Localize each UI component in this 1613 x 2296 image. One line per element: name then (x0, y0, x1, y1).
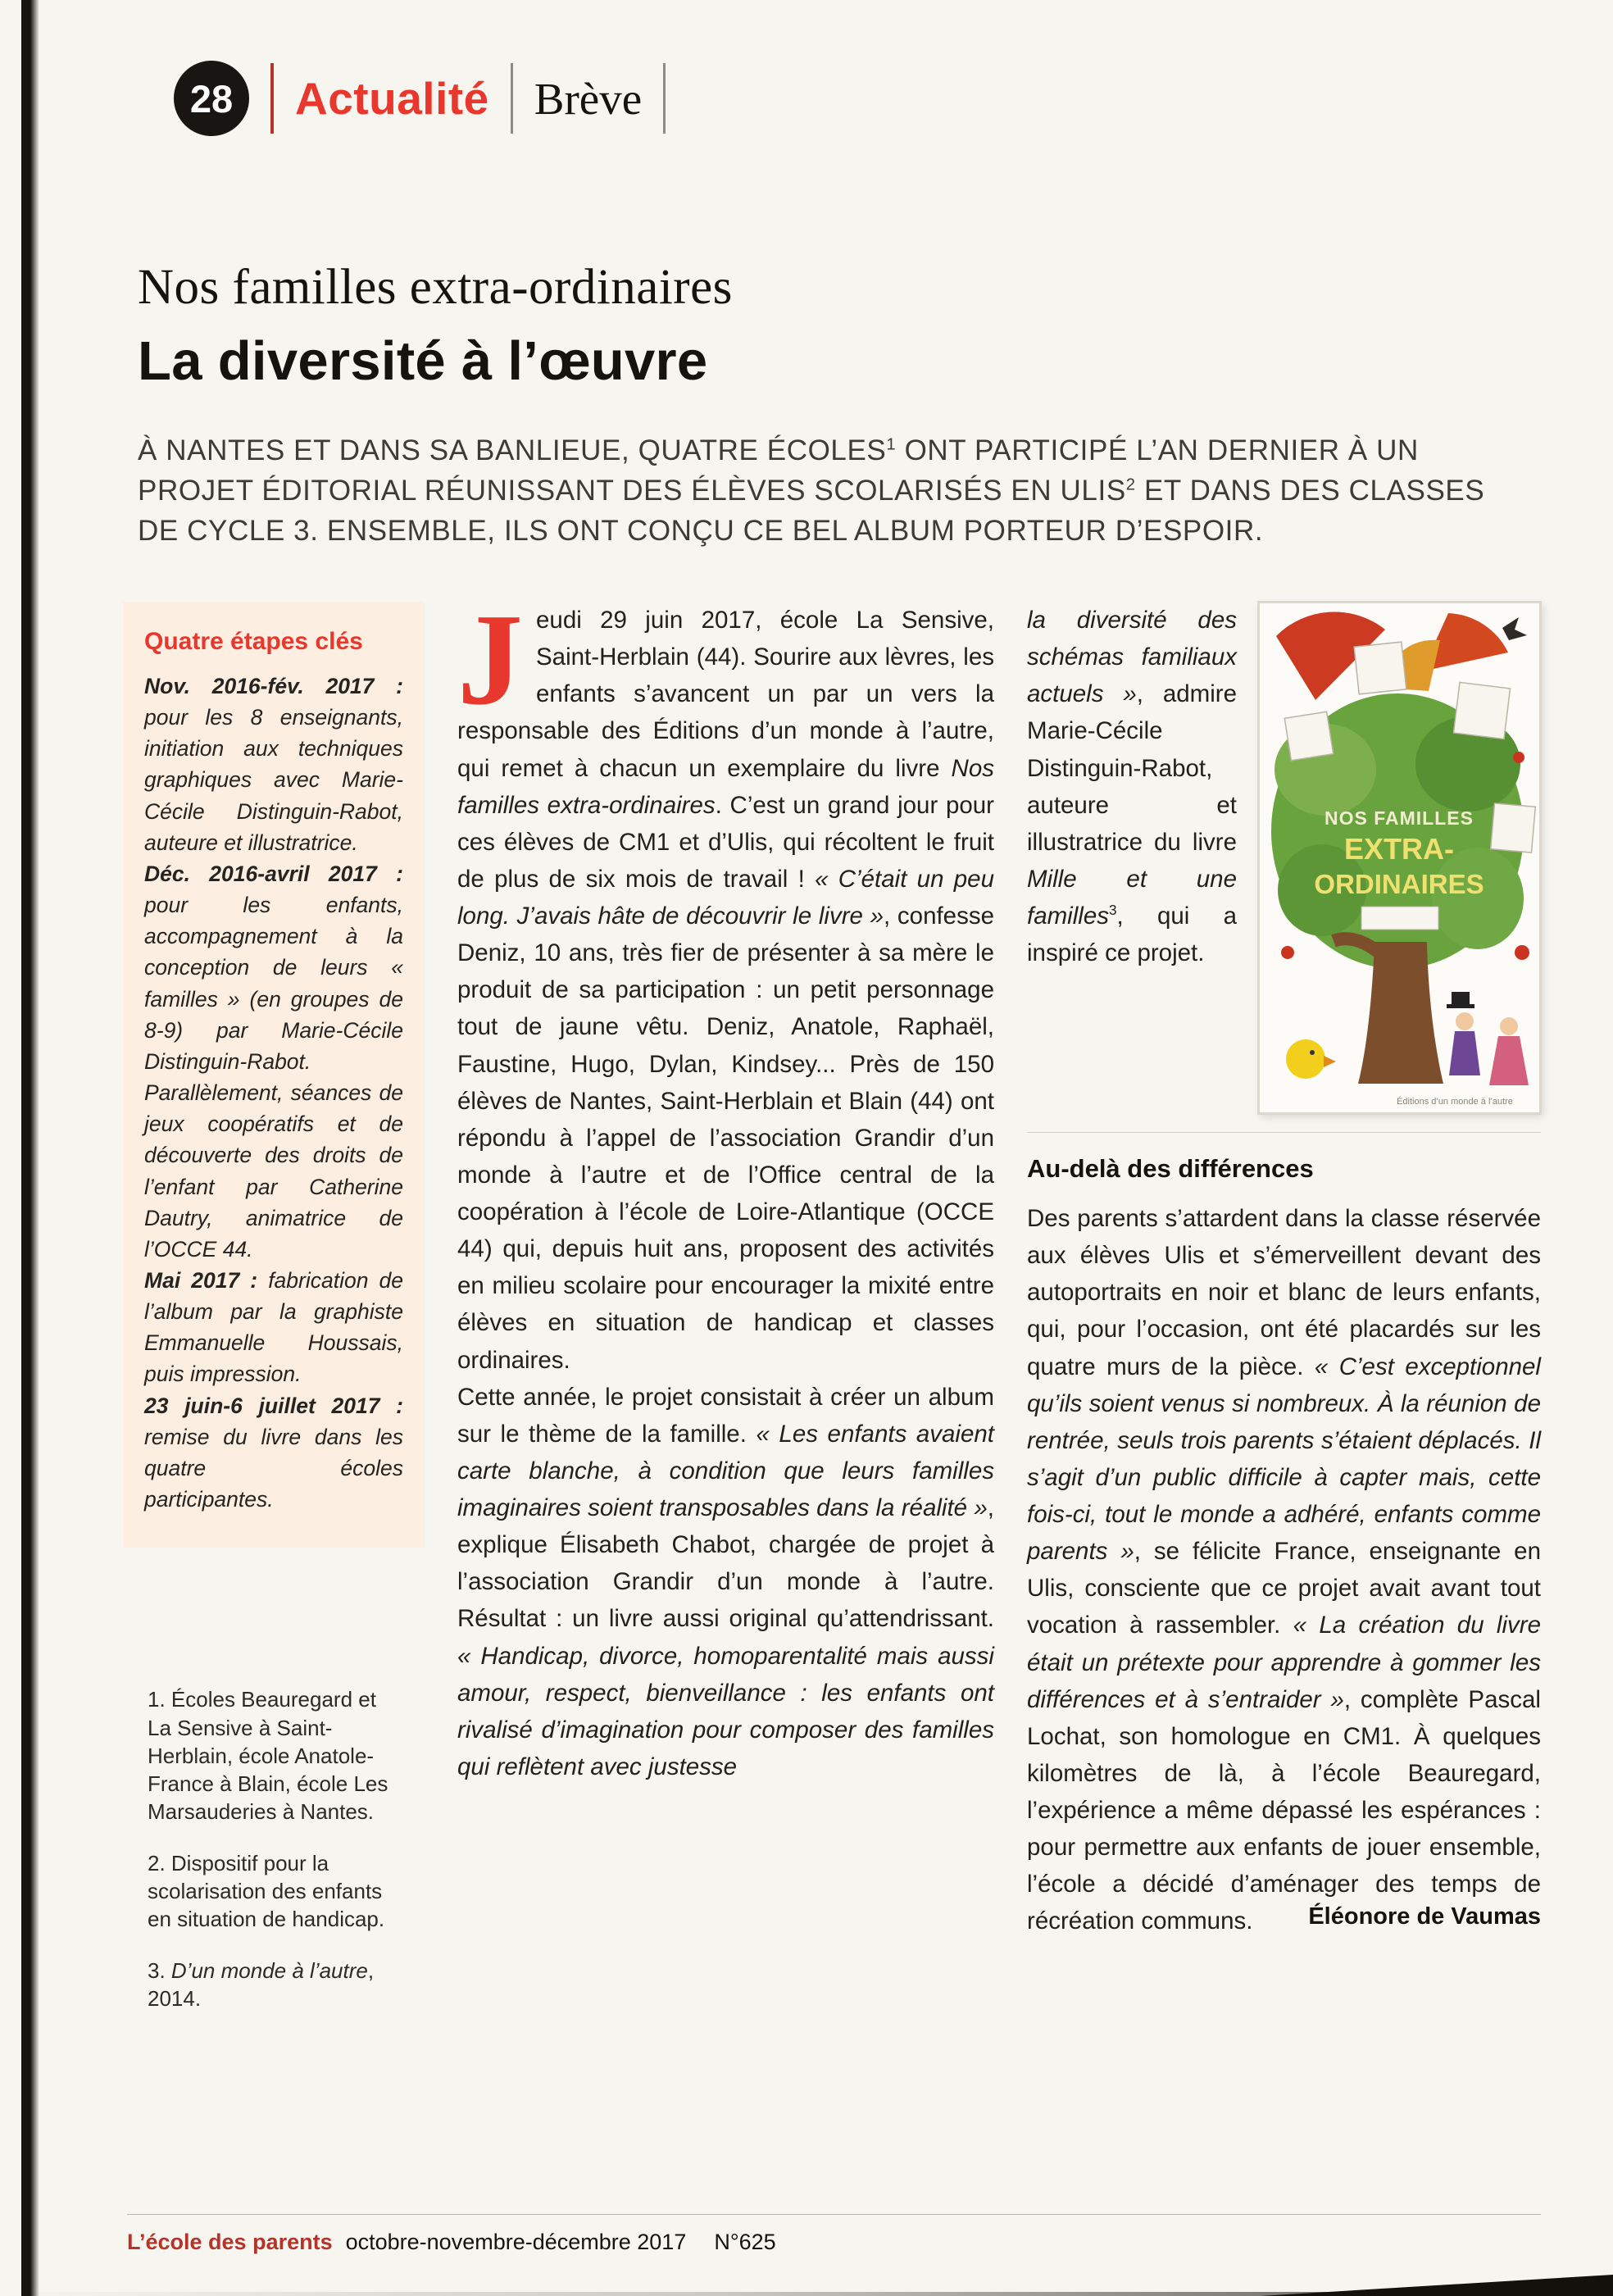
header-divider (663, 63, 666, 134)
page-number: 28 (189, 76, 234, 120)
cover-title-mid: EXTRA- (1344, 832, 1454, 866)
article-title: La diversité à l’œuvre (138, 330, 708, 392)
cover-publisher: Éditions d’un monde à l’autre (1397, 1097, 1513, 1107)
article-column-2 (1027, 602, 1541, 1935)
sidebar-step: Nov. 2016-fév. 2017 : pour les 8 enseignants, initiation aux techniques graphiques avec Marie-Cécile Distinguin-Rabot, auteure et illustratrice. (144, 674, 403, 855)
magazine-name: L’école des parents (127, 2230, 333, 2254)
sidebar-key-steps (123, 602, 425, 1548)
body-paragraph (457, 586, 994, 1379)
footnote: 2. Dispositif pour la scolarisation des enfants en situation de handicap. (148, 1850, 385, 1932)
header-divider (511, 63, 513, 134)
header-divider (270, 63, 274, 134)
scan-edge-left (21, 0, 39, 2296)
cover-title-top: NOS FAMILLES (1324, 807, 1474, 829)
cover-label (1361, 907, 1438, 930)
footnote: 1. Écoles Beauregard et La Sensive à Saint-Herblain, école Anatole-France à Blain, école Les Marsauderies à Nantes. (148, 1687, 388, 1825)
paragraph-text: eudi 29 juin 2017, école La Sensive, Saint-Herblain (44). Sourire aux lèvres, les enfants s’avancent un par un vers la responsable des Éditions d’un monde à l’autre, qui remet à chacun un exemplaire du livre Nos familles extra-ordinaires. C’est un grand jour pour ces élèves de CM1 et d’Ulis, qui récoltent le fruit de plus de six mois de travail ! « C’était un peu long. J’avais hâte de découvrir le livre », confesse Deniz, 10 ans, très fier de présenter à sa mère le produit de sa participation : un petit personnage tout de jaune vêtu. Deniz, Anatole, Raphaël, Faustine, Hugo, Dylan, Kindsey... Près de 150 élèves de Nantes, Saint-Herblain et Blain (44) ont répondu à l’appel de l’association Grandir d’un monde à l’autre et de l’Office central de la coopération à l’école de Loire-Atlantique (OCCE 44) qui, depuis huit ans, proposent des activités en milieu scolaire pour encourager la mixité entre élèves en situation de handicap et classes ordinaires. (457, 607, 994, 1374)
cover-title-bot: ORDINAIRES (1314, 869, 1484, 899)
body-paragraph: Des parents s’attardent dans la classe réservée aux élèves Ulis et s’émerveillent devant des autoportraits en noir et blanc de leurs enfants, qui, pour l’occasion, ont été placardés sur les quatre murs de la pièce. « C’est exceptionnel qu’ils soient venus si nombreux. À la réunion de rentrée, seuls trois parents s’étaient déplacés. Il s’agit d’un public difficile à capter mais, cette fois-ci, tout le monde a adhéré, enfants comme parents », se félicite France, enseignante en Ulis, consciente que ce projet avait avant tout vocation à rassembler. « La création du livre était un prétexte pour apprendre à gommer les différences et à s’entraider », complète Pascal Lochat, son homologue en CM1. À quelques kilomètres de là, à l’école Beauregard, l’expérience a même dépassé les espérances : pour permettre aux enfants de jouer ensemble, l’école a décidé d’aménager des temps de récréation communs. (1027, 1205, 1541, 1935)
issue-date: octobre-novembre-décembre 2017 (345, 2230, 687, 2254)
article-column-1 (457, 586, 994, 1785)
book-cover-image (1258, 602, 1541, 1114)
sidebar-step: Mai 2017 : fabrication de l’album par la graphiste Emmanuelle Houssais, puis impression. (144, 1267, 404, 1387)
subsection-label: Brève (534, 73, 643, 124)
page-header (174, 59, 1613, 138)
footnote: 3. D’un monde à l’autre, 2014. (148, 1957, 375, 2012)
scan-edge-corner (1261, 2275, 1613, 2296)
dropcap: J (457, 586, 523, 732)
body-paragraph: la diversité des schémas familiaux actuels », admire Marie-Cécile Distinguin-Rabot, auteure et illustratrice du livre Mille et une familles$^3$, qui a inspiré ce projet. (1027, 607, 1237, 967)
byline: Éléonore de Vaumas (1308, 1903, 1541, 1930)
sidebar-step: Déc. 2016-avril 2017 : pour les enfants, accompagnement à la conception de leurs « familles » (en groupes de 8-9) par Marie-Cécile Distinguin-Rabot. Parallèlement, séances de jeux coopératifs et de découverte des droits de l’enfant par Catherine Dautry, animatrice de l’OCCE 44. (144, 861, 403, 1262)
footnotes (123, 1685, 398, 2012)
page-footer (127, 2214, 1541, 2255)
left-column (123, 602, 425, 2035)
article-kicker: Nos familles extra-ordinaires (138, 260, 733, 315)
issue-number: N°625 (714, 2230, 776, 2254)
sidebar-step: 23 juin-6 juillet 2017 : remise du livre dans les quatre écoles participantes. (144, 1393, 403, 1512)
sidebar-title: Quatre étapes clés (144, 628, 363, 655)
book-cover-art (1258, 602, 1541, 1114)
section-label: Actualité (295, 73, 489, 124)
standfirst: À NANTES ET DANS SA BANLIEUE, QUATRE ÉCOLES$^1$ ONT PARTICIPÉ L’AN DERNIER À UN PROJET ÉDITORIAL RÉUNISSANT DES ÉLÈVES SCOLARISÉS EN ULIS$^2$ ET DANS DES CLASSES DE CYCLE 3. ENSEMBLE, ILS ONT CONÇU CE BEL ALBUM PORTEUR D’ESPOIR. (138, 434, 1485, 547)
body-paragraph: Cette année, le projet consistait à créer un album sur le thème de la famille. « Les enfants avaient carte blanche, à condition que leurs familles imaginaires soient transposables dans la réalité », explique Élisabeth Chabot, chargée de projet à l’association Grandir d’un monde à l’autre. Résultat : un livre aussi original qu’attendrissant. « Handicap, divorce, homoparentalité mais aussi amour, respect, bienveillance : les enfants ont rivalisé d’imagination pour composer des familles qui reflètent avec justesse (457, 1383, 994, 1780)
page-number-badge (174, 61, 249, 136)
headline-block (138, 259, 1539, 551)
section-heading: Au-delà des différences (1027, 1132, 1541, 1184)
content-columns (123, 586, 1541, 2035)
